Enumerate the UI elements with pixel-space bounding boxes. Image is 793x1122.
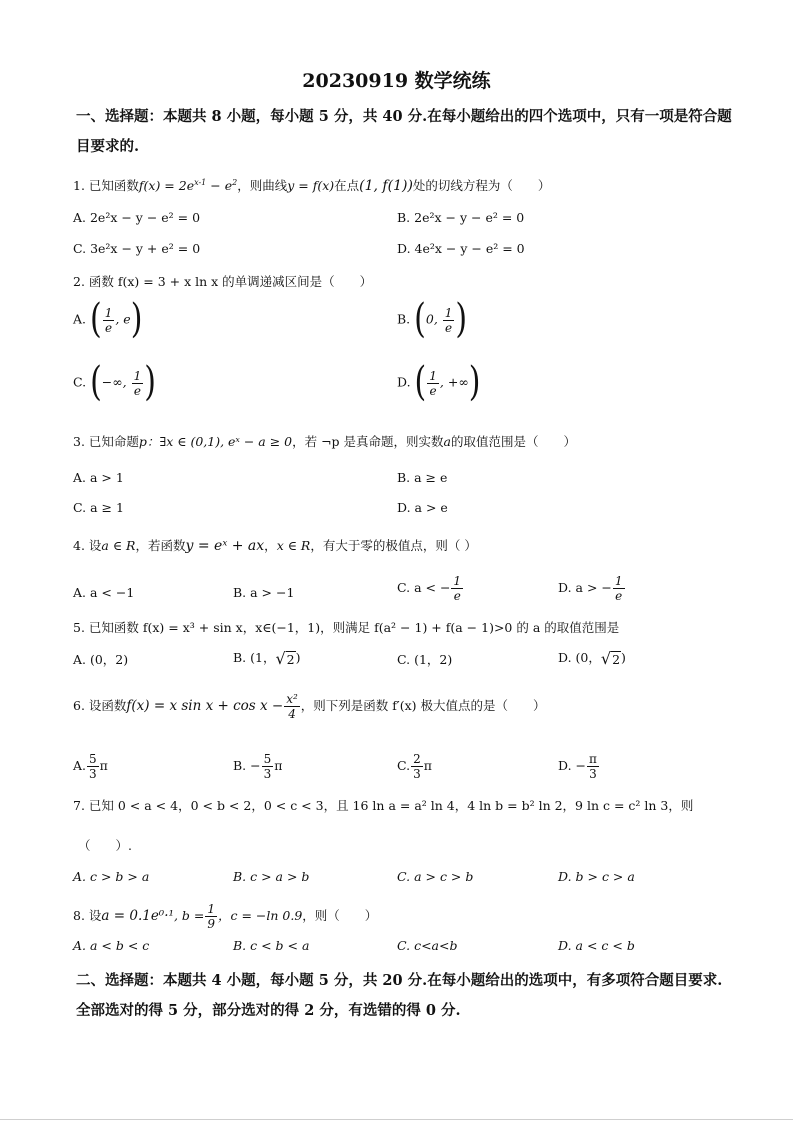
question-1-stem: 1. 已知函数$f(x) = 2e^{x-1} - e^2$，则曲线y = f(x)在点(1, f(1))处的切线方程为（ ） — [73, 177, 551, 194]
question-7-paren: （ ）. — [78, 838, 132, 853]
q4-option-a[interactable]: A. a < −1 — [73, 585, 135, 600]
q6-option-b[interactable]: B. − $\frac{5}{3}$ π — [233, 752, 283, 781]
q4-option-b[interactable]: B. a > −1 — [233, 585, 295, 600]
question-6-stem: 6. 设函数f(x) = x sin x + cos x − $\frac{\text{x²}}{4}$ ，则下列是函数 f′(x) 极大值点的是（ ） — [73, 692, 546, 721]
question-5-stem: 5. 已知函数 f(x) = x³ + sin x，x∈(−1，1)，则满足 f(a² − 1) + f(a − 1)>0 的 a 的取值范围是 — [73, 620, 620, 635]
question-2-stem: 2. 函数 f(x) = 3 + x ln x 的单调递减区间是（ ） — [73, 274, 373, 289]
question-7-stem: 7. 已知 0 < a < 4，0 < b < 2，0 < c < 3，且 16 ln a = a² ln 4，4 ln b = b² ln 2，9 ln c = c² ln 3，则 — [73, 798, 694, 813]
q3-option-b[interactable]: B. a ≥ e — [397, 470, 448, 485]
q8-option-b[interactable]: B. c < b < a — [233, 938, 310, 953]
page-title: 20230919 数学统练 — [302, 70, 491, 92]
q2-option-b[interactable]: B. (0, $\frac{1}{e}$ ) — [397, 295, 468, 343]
q1-option-a[interactable]: A. 2e²x − y − e² = 0 — [73, 210, 201, 225]
q5-option-a[interactable]: A. (0，2) — [73, 652, 129, 667]
q1-option-c[interactable]: C. 3e²x − y + e² = 0 — [73, 241, 201, 256]
q6-option-a[interactable]: A. $\frac{5}{3}$ π — [73, 752, 108, 781]
question-3-stem: 3. 已知命题p：∃x ∈ (0,1), eˣ − a ≥ 0，若 ¬p 是真命题，则实数a的取值范围是（ ） — [73, 434, 577, 449]
q7-option-a[interactable]: A. c > b > a — [73, 869, 150, 884]
section-1-instructions: 一、选择题：本题共 8 小题，每小题 5 分，共 40 分.在每小题给出的四个选项中，只有一项是符合题目要求的. — [76, 108, 732, 155]
page-bottom-rule — [0, 1119, 793, 1120]
q2-option-a[interactable]: A. ( $\frac{1}{e}$ , e) — [73, 295, 143, 343]
q6-option-c[interactable]: C. $\frac{2}{3}$ π — [397, 752, 432, 781]
q8-option-a[interactable]: A. a < b < c — [73, 938, 150, 953]
q6-option-d[interactable]: D. − $\frac{\pi}{3}$ — [558, 752, 597, 781]
q1-option-b[interactable]: B. 2e²x − y − e² = 0 — [397, 210, 525, 225]
question-8-stem: 8. 设a = 0.1e⁰·¹, b = $\frac{1}{9}$ ，c = −ln 0.9，则（ ） — [73, 902, 378, 931]
q4-option-d[interactable]: D. a > − $\frac{1}{e}$ — [558, 574, 623, 603]
q8-option-c[interactable]: C. c<a<b — [397, 938, 458, 953]
q5-option-b[interactable]: B. (1，√2) — [233, 649, 301, 668]
question-4-stem: 4. 设a ∈ R，若函数y = eˣ + ax，x ∈ R，有大于零的极值点，则（ ） — [73, 538, 477, 554]
q3-option-a[interactable]: A. a > 1 — [73, 470, 124, 485]
q4-option-c[interactable]: C. a < − $\frac{1}{e}$ — [397, 574, 462, 603]
q1-option-d[interactable]: D. 4e²x − y − e² = 0 — [397, 241, 525, 256]
q2-option-d[interactable]: D. ( $\frac{1}{e}$ , +∞) — [397, 358, 481, 406]
q7-option-c[interactable]: C. a > c > b — [397, 869, 474, 884]
q2-option-c[interactable]: C. (−∞, $\frac{1}{e}$ ) — [73, 358, 156, 406]
q5-option-d[interactable]: D. (0，√2) — [558, 649, 626, 668]
section-2-instructions: 二、选择题：本题共 4 小题，每小题 5 分，共 20 分.在每小题给出的选项中，有多项符合题目要求.全部选对的得 5 分，部分选对的得 2 分，有选错的得 0 分. — [76, 972, 723, 1019]
q8-option-d[interactable]: D. a < c < b — [558, 938, 635, 953]
q3-option-d[interactable]: D. a > e — [397, 500, 448, 515]
q7-option-d[interactable]: D. b > c > a — [558, 869, 635, 884]
q7-option-b[interactable]: B. c > a > b — [233, 869, 310, 884]
q3-option-c[interactable]: C. a ≥ 1 — [73, 500, 124, 515]
q5-option-c[interactable]: C. (1，2) — [397, 652, 453, 667]
